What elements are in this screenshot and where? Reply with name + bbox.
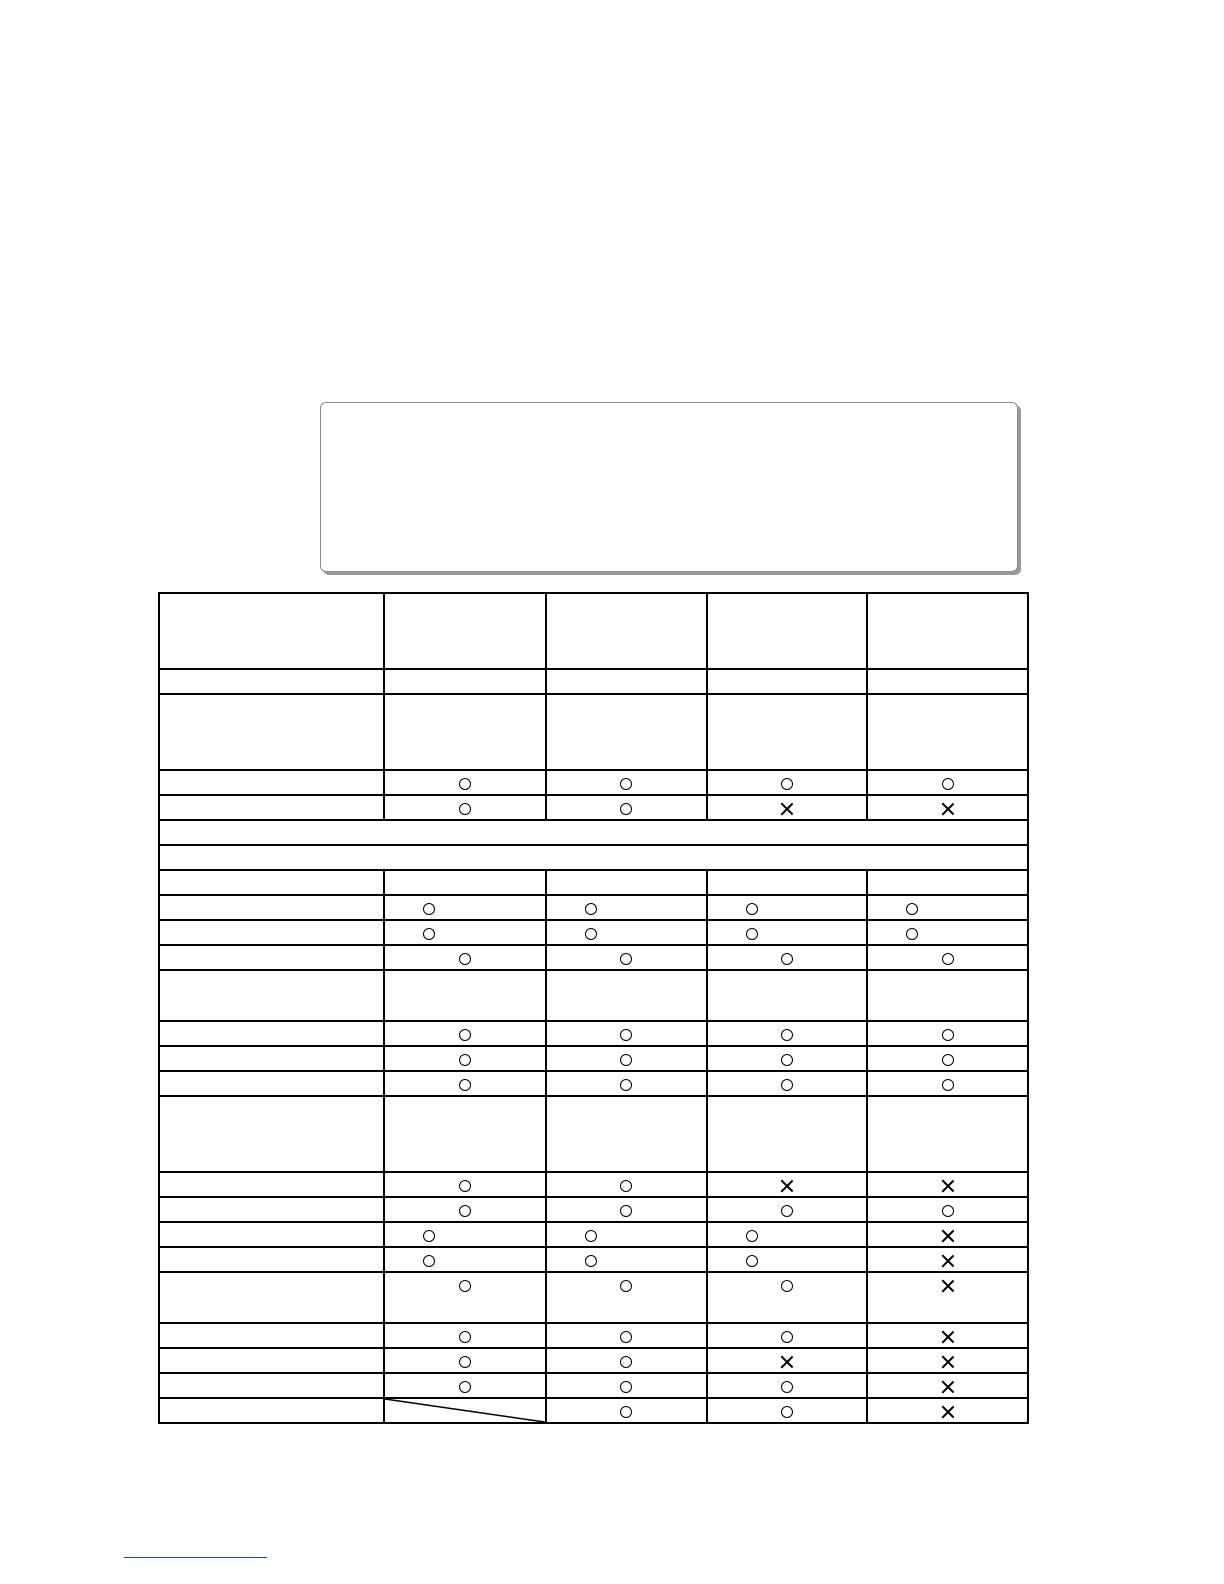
cross-mark-icon [779,801,795,817]
table-cell [384,1046,546,1071]
table-row [159,1222,1028,1247]
table-cell [384,1323,546,1348]
table-cell [546,1046,707,1071]
circle-mark-icon [457,1329,473,1345]
circle-mark-icon [744,926,760,942]
table-row [159,820,1028,845]
cross-mark-icon [940,1329,956,1345]
table-cell [867,795,1028,820]
circle-mark-icon [583,1253,599,1269]
table-cell [546,669,707,694]
circle-mark-icon [421,1228,437,1244]
table-cell [384,1021,546,1046]
table-cell [384,770,546,795]
circle-mark-icon [940,1077,956,1093]
table-row [159,870,1028,895]
circle-mark-icon [618,1354,634,1370]
cross-mark-icon [779,1178,795,1194]
table-cell [867,1373,1028,1398]
row-label-cell [159,593,384,669]
table-cell [707,1021,868,1046]
circle-mark-icon [940,1027,956,1043]
circle-mark-icon [779,1027,795,1043]
table-row [159,920,1028,945]
table-cell [867,1348,1028,1373]
circle-mark-icon [940,1052,956,1068]
circle-mark-icon [618,1404,634,1420]
table-row [159,1323,1028,1348]
table-cell [384,920,546,945]
table-cell [546,1071,707,1096]
table-cell [546,593,707,669]
table-row [159,1197,1028,1222]
table-cell [867,895,1028,920]
circle-mark-icon [744,1253,760,1269]
table-cell [384,694,546,770]
row-label-cell [159,1071,384,1096]
table-row [159,1071,1028,1096]
circle-mark-icon [457,1379,473,1395]
table-cell [546,1197,707,1222]
table-cell [867,770,1028,795]
circle-mark-icon [421,901,437,917]
row-label-cell [159,1197,384,1222]
circle-mark-icon [457,951,473,967]
row-label-cell [159,669,384,694]
circle-mark-icon [940,776,956,792]
table-cell [867,920,1028,945]
circle-mark-icon [779,1077,795,1093]
row-label-cell [159,1272,384,1323]
circle-mark-icon [421,926,437,942]
table-cell [384,945,546,970]
comparison-table [158,592,1029,1424]
table-cell [546,694,707,770]
table-cell [384,795,546,820]
circle-mark-icon [618,1027,634,1043]
table-cell [546,1172,707,1197]
table-row [159,1348,1028,1373]
table-cell [867,1323,1028,1348]
row-label-cell [159,895,384,920]
circle-mark-icon [457,801,473,817]
row-label-cell [159,1096,384,1172]
cross-mark-icon [940,1379,956,1395]
table-cell [546,1348,707,1373]
table-cell [707,1096,868,1172]
cross-mark-icon [940,1404,956,1420]
cross-mark-icon [940,1354,956,1370]
circle-mark-icon [779,1329,795,1345]
table-cell [384,1172,546,1197]
table-row [159,1021,1028,1046]
table-row [159,970,1028,1021]
table-cell [384,1197,546,1222]
table-cell [546,920,707,945]
table-cell [384,593,546,669]
table-cell [707,770,868,795]
table-cell [546,1247,707,1272]
table-row [159,1247,1028,1272]
cross-mark-icon [940,1178,956,1194]
table-cell [867,1222,1028,1247]
table-cell [707,1172,868,1197]
table-cell [546,1323,707,1348]
table-row [159,593,1028,669]
table-cell [384,1071,546,1096]
row-label-cell [159,1398,384,1423]
table-cell [867,1096,1028,1172]
table-cell [707,1247,868,1272]
table-cell [707,1348,868,1373]
cross-mark-icon [940,1278,956,1294]
comparison-table-body [159,593,1028,1423]
table-cell [546,895,707,920]
footnote-separator [124,1557,267,1558]
table-cell [546,1222,707,1247]
table-row [159,1272,1028,1323]
circle-mark-icon [744,1228,760,1244]
table-cell [867,1021,1028,1046]
table-cell [384,970,546,1021]
table-cell [707,1071,868,1096]
table-cell [707,795,868,820]
circle-mark-icon [779,1278,795,1294]
table-cell [707,1272,868,1323]
table-cell [707,1398,868,1423]
row-label-cell [159,1373,384,1398]
table-cell [546,1373,707,1398]
circle-mark-icon [779,1404,795,1420]
table-cell [546,945,707,970]
section-row-cell [159,845,1028,870]
table-cell [384,1398,546,1423]
cross-mark-icon [940,1253,956,1269]
table-cell [867,593,1028,669]
circle-mark-icon [583,901,599,917]
table-cell [546,1272,707,1323]
table-cell [707,870,868,895]
row-label-cell [159,694,384,770]
circle-mark-icon [779,1203,795,1219]
circle-mark-icon [583,1228,599,1244]
cross-mark-icon [779,1354,795,1370]
row-label-cell [159,920,384,945]
table-row [159,845,1028,870]
table-cell [867,1046,1028,1071]
row-label-cell [159,1247,384,1272]
circle-mark-icon [904,901,920,917]
table-cell [546,1096,707,1172]
circle-mark-icon [618,1077,634,1093]
table-cell [867,870,1028,895]
table-cell [867,970,1028,1021]
table-row [159,895,1028,920]
table-cell [867,669,1028,694]
circle-mark-icon [940,1203,956,1219]
table-cell [707,895,868,920]
table-cell [867,1071,1028,1096]
table-cell [546,770,707,795]
table-row [159,1046,1028,1071]
table-cell [546,1021,707,1046]
table-cell [707,920,868,945]
row-label-cell [159,1046,384,1071]
table-cell [384,1373,546,1398]
circle-mark-icon [618,951,634,967]
table-cell [867,1172,1028,1197]
table-cell [867,1197,1028,1222]
table-cell [707,1046,868,1071]
circle-mark-icon [457,1203,473,1219]
row-label-cell [159,1348,384,1373]
circle-mark-icon [457,776,473,792]
circle-mark-icon [457,1178,473,1194]
circle-mark-icon [618,1052,634,1068]
table-cell [546,1398,707,1423]
row-label-cell [159,1021,384,1046]
table-row [159,1172,1028,1197]
table-cell [546,970,707,1021]
table-row [159,795,1028,820]
circle-mark-icon [457,1278,473,1294]
table-cell [546,795,707,820]
row-label-cell [159,970,384,1021]
table-row [159,1398,1028,1423]
row-label-cell [159,770,384,795]
circle-mark-icon [940,951,956,967]
table-row [159,669,1028,694]
table-cell [867,1398,1028,1423]
row-label-cell [159,1222,384,1247]
table-cell [384,1096,546,1172]
row-label-cell [159,1323,384,1348]
table-cell [707,1373,868,1398]
table-cell [867,945,1028,970]
table-cell [707,669,868,694]
table-cell [867,1272,1028,1323]
row-label-cell [159,795,384,820]
table-row [159,1373,1028,1398]
table-cell [707,1222,868,1247]
circle-mark-icon [457,1052,473,1068]
cross-mark-icon [940,1228,956,1244]
table-row [159,770,1028,795]
row-label-cell [159,945,384,970]
table-cell [384,895,546,920]
circle-mark-icon [618,1379,634,1395]
table-cell [384,1247,546,1272]
table-cell [867,694,1028,770]
section-row-cell [159,820,1028,845]
circle-mark-icon [618,801,634,817]
table-cell [384,1222,546,1247]
cross-mark-icon [940,801,956,817]
circle-mark-icon [618,1278,634,1294]
table-cell [707,1197,868,1222]
circle-mark-icon [583,926,599,942]
table-cell [546,870,707,895]
circle-mark-icon [457,1077,473,1093]
table-cell [707,970,868,1021]
row-label-cell [159,1172,384,1197]
circle-mark-icon [744,901,760,917]
circle-mark-icon [618,1203,634,1219]
circle-mark-icon [904,926,920,942]
circle-mark-icon [779,776,795,792]
table-cell [867,1247,1028,1272]
circle-mark-icon [457,1027,473,1043]
table-cell [707,1323,868,1348]
table-cell [707,945,868,970]
circle-mark-icon [618,776,634,792]
table-row [159,945,1028,970]
table-cell [707,694,868,770]
table-cell [384,1348,546,1373]
table-cell [707,593,868,669]
circle-mark-icon [618,1178,634,1194]
circle-mark-icon [779,1379,795,1395]
table-cell [384,669,546,694]
table-row [159,1096,1028,1172]
table-row [159,694,1028,770]
note-box [320,402,1018,572]
circle-mark-icon [779,951,795,967]
circle-mark-icon [779,1052,795,1068]
table-cell [384,870,546,895]
circle-mark-icon [457,1354,473,1370]
row-label-cell [159,870,384,895]
circle-mark-icon [421,1253,437,1269]
table-cell [384,1272,546,1323]
circle-mark-icon [618,1329,634,1345]
not-applicable-diagonal [385,1399,545,1422]
